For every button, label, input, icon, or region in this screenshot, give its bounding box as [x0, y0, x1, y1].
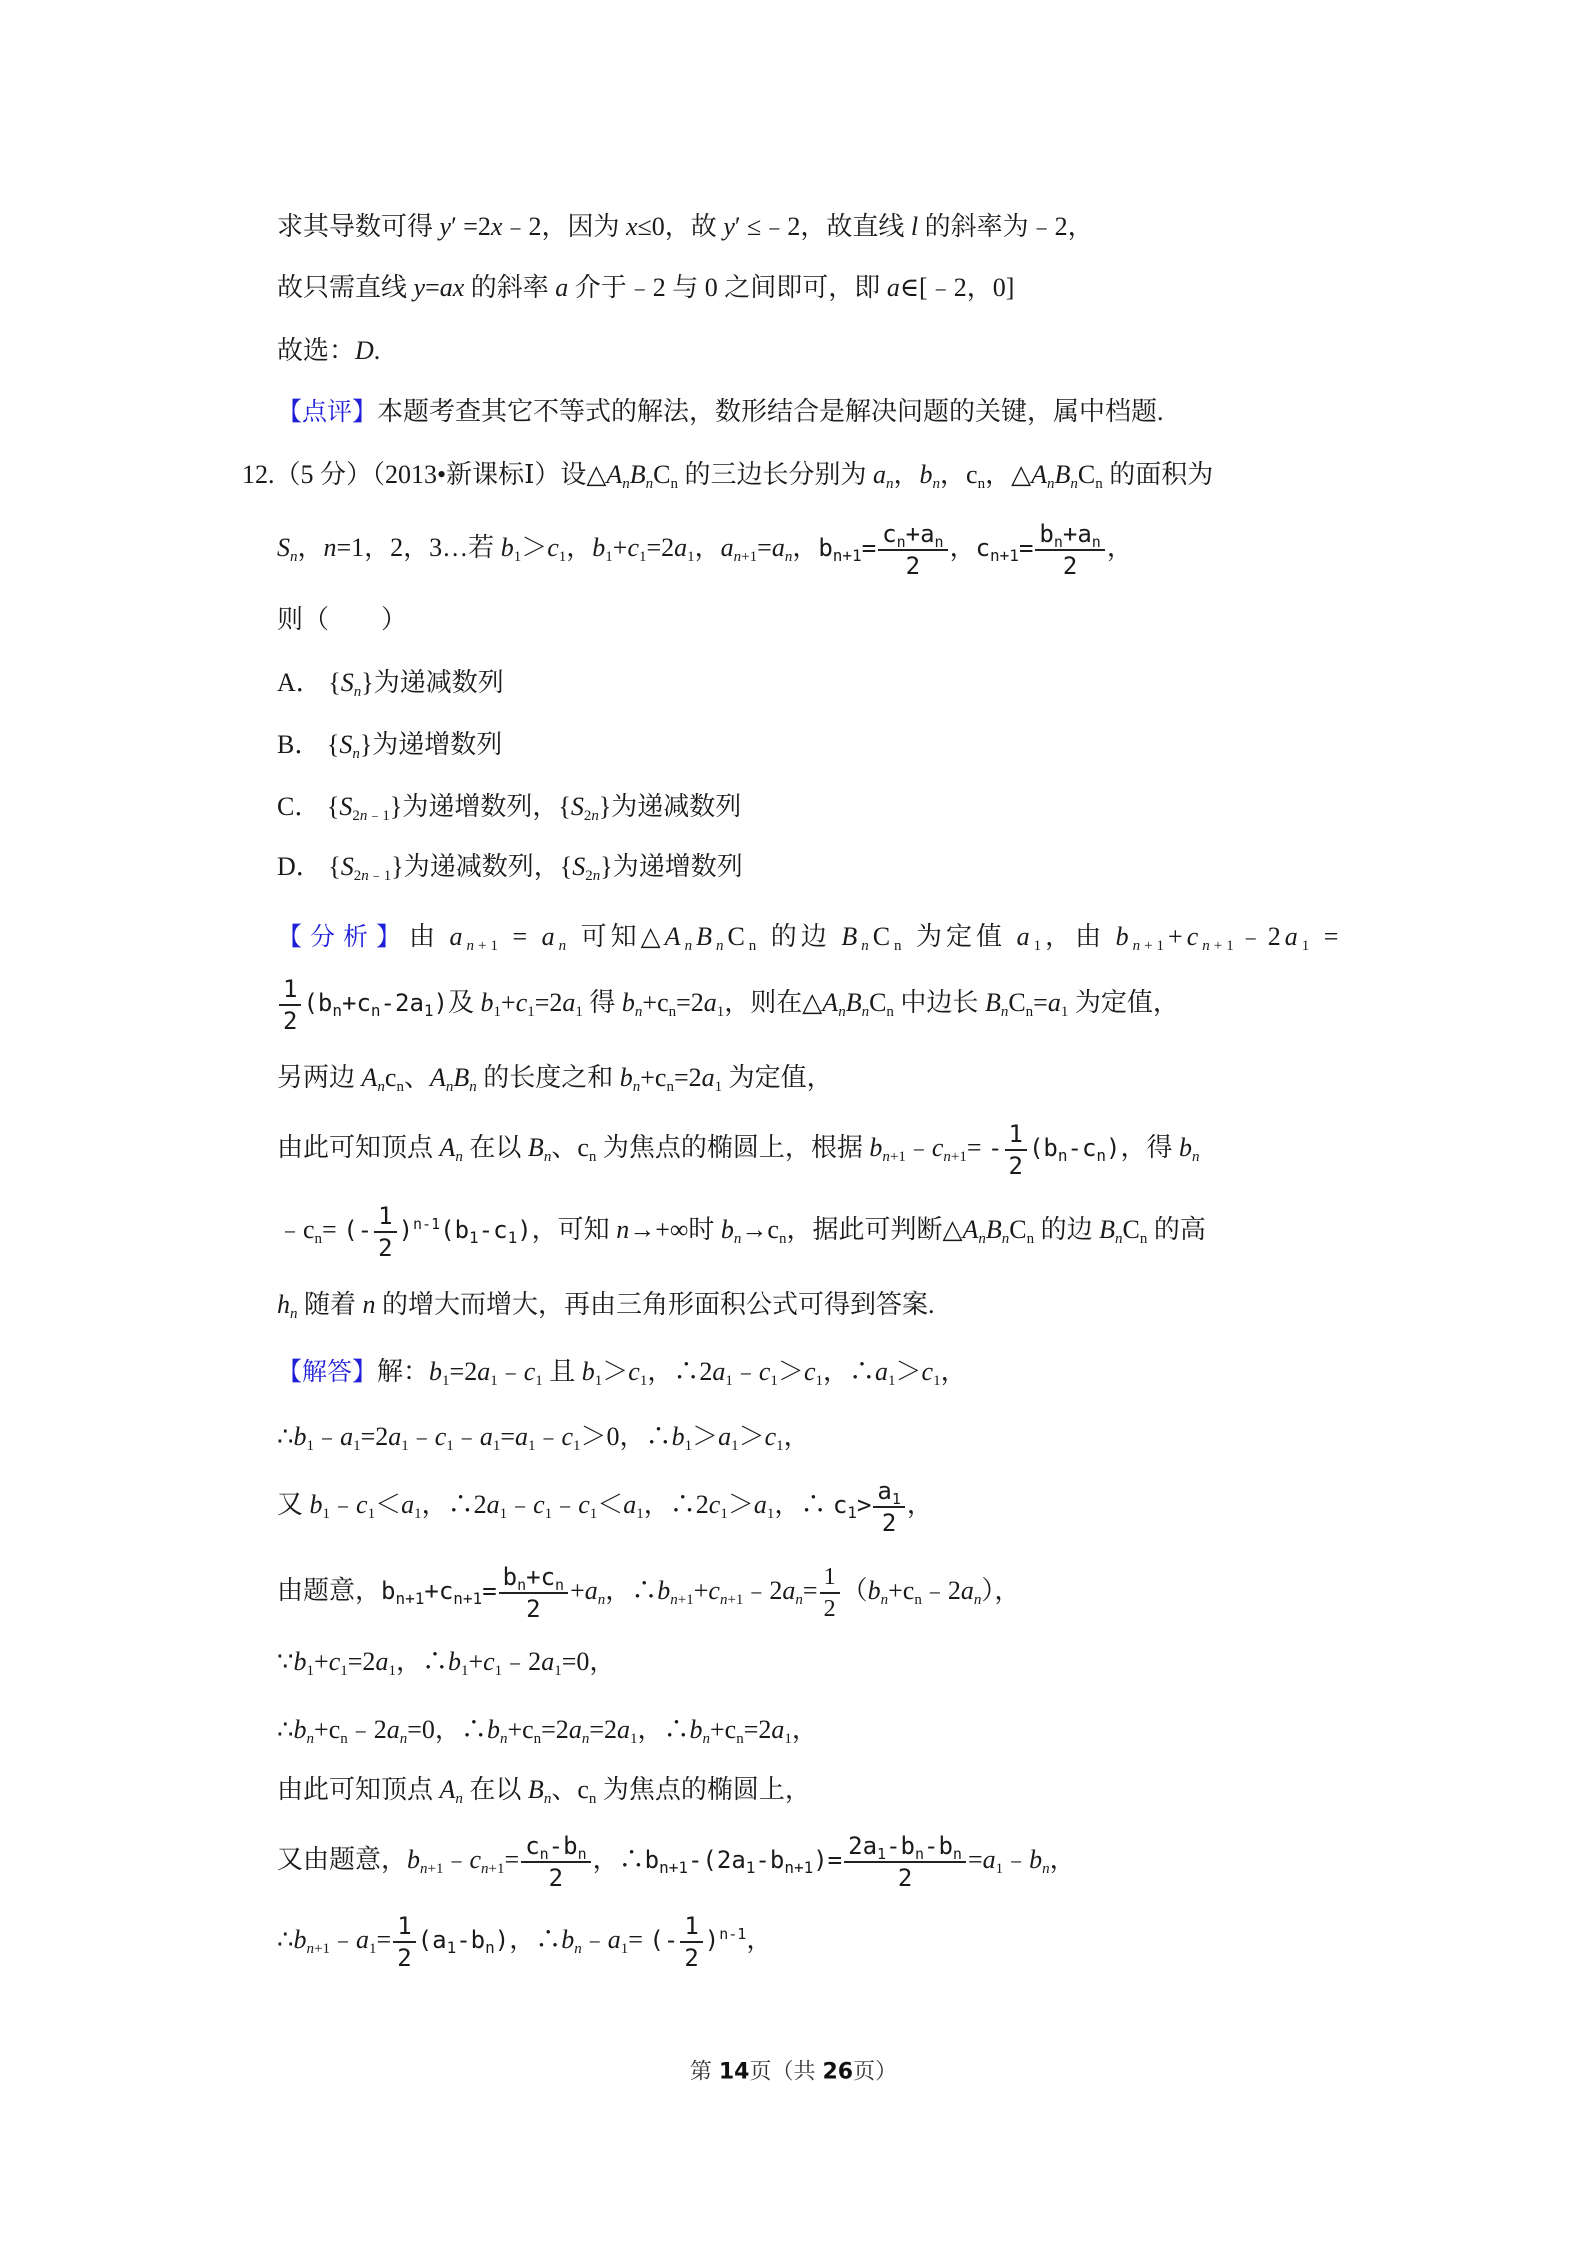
answer-line-5: $\because b_1+c_1=2a_1$，$\therefore b_1+c_1﹣2a_1=0$， [277, 1647, 616, 1679]
analysis-line-1: 【分析】由 $a_{n+1} = a_n$ 可知$\triangle A_nB_nC_n$ 的边 $B_nC_n$ 为定值 $a_1$，由 $b_{n+1}+c_{n+1}﹣2a_1$ = [277, 922, 1343, 954]
question-number: 12. [242, 460, 275, 489]
footer-mid: 页（共 [749, 2059, 816, 2085]
footer-prefix: 第 [689, 2059, 712, 2085]
question-stem-line-3: 则（ ） [277, 605, 408, 634]
fraction: $\frac{c_n+a_n}{2}$ [878, 519, 947, 581]
comment-line [277, 395, 1164, 429]
prev-solution-choice: 故选：D. [277, 336, 381, 365]
prev-solution-line-1: 求其导数可得 y′ =2x﹣2，因为 x≤0，故 y′ ≤﹣2，故直线 l 的斜率为﹣2， [277, 212, 1094, 241]
fraction: $\frac{1}{2}$ [374, 1201, 396, 1263]
option-b[interactable]: B． $\{S_n\}$为递增数列 [277, 730, 503, 762]
answer-line-6: $\therefore b_n+c_n﹣2a_n=0$，$\therefore b_n+c_n=2a_n=2a_1$，$\therefore b_n+c_n=2a_1$， [277, 1715, 818, 1747]
comment-tag: 【点评】 [277, 397, 378, 426]
answer-line-8: 又由题意，$b_{n+1}﹣c_{n+1}=$ $\frac{c_n-b_n}{2}$ ，$\therefore b_{n+1}-(2a_1-b_{n+1})=$ $\frac{2a_1-b_n-b_n}{2}$ $=a_1﹣b_n$， [277, 1832, 1076, 1892]
answer-line-9: $\therefore b_{n+1}﹣a_1=$ $\frac{1}{2}$ $(a_1-b_n)$，$\therefore b_n﹣a_1=$ (- $\frac{1}{2}$ )$^{n-1}$， [277, 1912, 773, 1972]
page-footer [0, 2055, 1587, 2086]
comment-text: 本题考查其它不等式的解法，数形结合是解决问题的关键，属中档题. [377, 397, 1164, 426]
fraction: $\frac{1}{2}$ [820, 1562, 840, 1624]
answer-line-3: 又 $b_1﹣c_1<a_1$，$\therefore 2a_1﹣c_1﹣c_1<a_1$，$\therefore 2c_1>a_1$，∴ $c_1>$ $\frac{a_1}{2}$ ， [277, 1477, 933, 1537]
analysis-line-6: $h_n$ 随着 n 的增大而增大，再由三角形面积公式可得到答案. [277, 1290, 935, 1322]
answer-line-4: 由题意，$b_{n+1}+c_{n+1}=$ $\frac{b_n+c_n}{2}$ $+a_n$，$\therefore b_{n+1}+c_{n+1}﹣2a_n=$ $\frac{1}{2}$ $(b_n+c_n﹣2a_n)$， [277, 1563, 1021, 1623]
analysis-line-2: $\frac{1}{2}$ $(b_n+c_n-2a_1)$及 $b_1+c_1=2a_1$ 得 $b_n+c_n=2a_1$，则在$\triangle A_nB_nC_n$ 中边长 $B_nC_n=a_1$ 为定值， [277, 974, 1179, 1036]
analysis-line-4: 由此可知顶点 $A_n$ 在以 $B_n$、$c_n$ 为焦点的椭圆上，根据 $b_{n+1}﹣c_{n+1}=$ - $\frac{1}{2}$ $(b_n-c_n)$，得 $b_n$ [277, 1120, 1200, 1180]
fraction: $\frac{2a_1-b_n-b_n}{2}$ [844, 1831, 966, 1893]
analysis-line-5: $﹣c_n=$ (- $\frac{1}{2}$ )$^{n-1}(b_1-c_1)$，可知 n→+∞时 $b_n\to c_n$，据此可判断$\triangle A_nB_nC_n$ 的边 $B_nC_n$ 的高 [277, 1202, 1206, 1262]
question-score: （5 分） [274, 460, 373, 489]
fraction: $\frac{b_n+a_n}{2}$ [1035, 519, 1104, 581]
answer-tag: 【解答】 [277, 1357, 378, 1386]
answer-line-2: $\therefore b_1﹣a_1=2a_1﹣c_1﹣a_1=a_1﹣c_1>0$，$\therefore b_1>a_1>c_1$， [277, 1422, 810, 1454]
analysis-tag: 【分析】 [277, 922, 410, 951]
option-c[interactable]: C． $\{S_{2n﹣1}\}$为递增数列，$\{S_{2n}\}$为递减数列 [277, 792, 742, 824]
answer-line-1: 【解答】解：$b_1=2a_1﹣c_1$ 且 $b_1>c_1$，$\therefore 2a_1﹣c_1>c_1$，$\therefore a_1>c_1$， [277, 1357, 967, 1389]
fraction: $\frac{a_1}{2}$ [873, 1476, 904, 1538]
fraction: $\frac{1}{2}$ [393, 1911, 415, 1973]
option-d[interactable]: D． $\{S_{2n﹣1}\}$为递减数列，$\{S_{2n}\}$为递增数列 [277, 852, 743, 884]
fraction: $\frac{1}{2}$ [1005, 1119, 1027, 1181]
fraction: $\frac{c_n-b_n}{2}$ [521, 1831, 590, 1893]
answer-line-7: 由此可知顶点 $A_n$ 在以 $B_n$、$c_n$ 为焦点的椭圆上， [277, 1775, 811, 1807]
fraction: $\frac{b_n+c_n}{2}$ [499, 1562, 568, 1624]
fraction: $\frac{1}{2}$ [279, 974, 301, 1036]
question-stem-line-2: $S_n$，n=1，2，3…若 $b_1>c_1$，$b_1+c_1=2a_1$，$a_{n+1}=a_n$，$b_{n+1}=$ $\frac{c_n+a_n}{2}$ ，$c_{n+1}=$ $\frac{b_n+a_n}{2}$ ， [277, 520, 1133, 580]
footer-suffix: 页） [853, 2059, 898, 2085]
analysis-line-3: 另两边 $A_nc_n$、$A_nB_n$ 的长度之和 $b_n+c_n=2a_1$ 为定值， [277, 1063, 833, 1095]
question-stem-line-1: 12.（5 分）（2013•新课标Ⅰ）设$\triangle A_nB_nC_n$ 的三边长分别为 $a_n$，$b_n$，$c_n$，$\triangle A_nB_nC_n$ 的面积为 [242, 460, 1214, 492]
question-source: （2013•新课标Ⅰ） [372, 460, 561, 489]
option-a[interactable]: A． $\{S_n\}$为递减数列 [277, 668, 504, 700]
fraction: $\frac{1}{2}$ [680, 1911, 702, 1973]
total-pages: 26 [822, 2059, 854, 2085]
current-page: 14 [718, 2059, 750, 2085]
prev-solution-line-2: 故只需直线 y=ax 的斜率 a 介于﹣2 与 0 之间即可，即 a∈[﹣2，0] [277, 273, 1015, 302]
